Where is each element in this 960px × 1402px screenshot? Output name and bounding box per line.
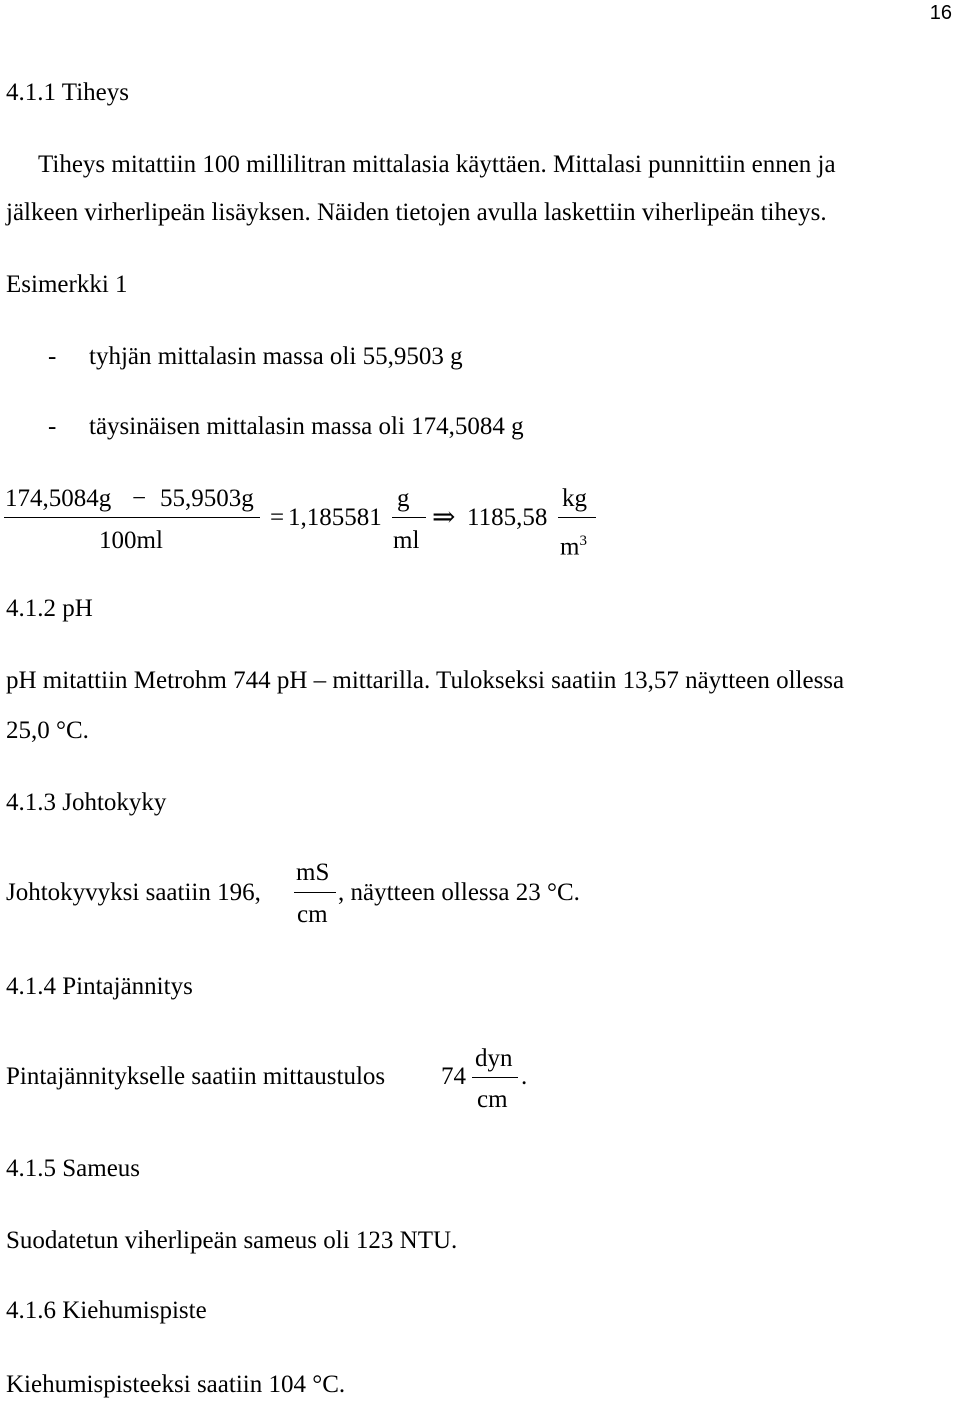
- ph-line-1: pH mitattiin Metrohm 744 pH – mittarilla. Tulokseksi saatiin 13,57 näytteen ollessa: [6, 667, 845, 694]
- denominator-volume: 100ml: [99, 527, 163, 554]
- surface-tension-unit-numerator: dyn: [475, 1045, 513, 1072]
- surface-tension-unit-denominator: cm: [477, 1086, 508, 1113]
- unit-2-exponent: 3: [579, 533, 587, 549]
- heading-sameus: 4.1.5 Sameus: [6, 1155, 141, 1182]
- heading-tiheys: 4.1.1 Tiheys: [6, 79, 129, 106]
- heading-pintajannitys: 4.1.4 Pintajännitys: [6, 973, 193, 1000]
- tiheys-paragraph-line-2: jälkeen virherlipeän lisäyksen. Näiden tietojen avulla laskettiin viherlipeän tiheys.: [6, 199, 827, 226]
- numerator-mass-empty: 55,9503g: [160, 485, 254, 512]
- unit-1-denominator: ml: [393, 527, 420, 554]
- boiling-point-text: Kiehumispisteeksi saatiin 104 °C.: [6, 1371, 346, 1398]
- conductivity-fraction-bar: [294, 892, 336, 893]
- result-value-2: 1185,58: [467, 504, 548, 531]
- conductivity-text-after: , näytteen ollessa 23 °C.: [338, 879, 580, 906]
- heading-ph: 4.1.2 pH: [6, 595, 93, 622]
- page-number: 16: [929, 2, 952, 24]
- conductivity-unit-denominator: cm: [297, 901, 328, 928]
- conductivity-unit-numerator: mS: [296, 859, 330, 886]
- minus-sign: −: [132, 485, 147, 512]
- surface-tension-value: 74: [441, 1063, 466, 1090]
- example-label: Esimerkki 1: [6, 271, 128, 298]
- surface-tension-period: .: [521, 1063, 528, 1090]
- implies-arrow: ⇒: [432, 502, 456, 533]
- heading-johtokyky: 4.1.3 Johtokyky: [6, 789, 167, 816]
- unit-1-numerator: g: [397, 485, 410, 512]
- turbidity-text: Suodatetun viherlipeän sameus oli 123 NTU.: [6, 1227, 458, 1254]
- bullet-dash: -: [48, 413, 57, 440]
- conductivity-text: Johtokyvyksi saatiin 196,: [6, 879, 261, 906]
- fraction-bar: [4, 517, 260, 518]
- unit-2-base: m: [560, 533, 580, 561]
- bullet-item: tyhjän mittalasin massa oli 55,9503 g: [89, 343, 463, 370]
- surface-tension-fraction-bar: [472, 1077, 518, 1078]
- bullet-item: täysinäisen mittalasin massa oli 174,5084 g: [89, 413, 524, 440]
- unit-1-fraction-bar: [392, 517, 426, 518]
- unit-2-fraction-bar: [558, 517, 596, 518]
- tiheys-paragraph-line-1: Tiheys mitattiin 100 millilitran mittalasia käyttäen. Mittalasi punnittiin ennen ja: [38, 151, 836, 178]
- bullet-dash: -: [48, 343, 57, 370]
- surface-tension-text: Pintajännitykselle saatiin mittaustulos: [6, 1063, 386, 1090]
- ph-line-2: 25,0 °C.: [6, 717, 89, 744]
- unit-2-denominator: [560, 526, 587, 562]
- heading-kiehumispiste: 4.1.6 Kiehumispiste: [6, 1297, 207, 1324]
- equals-sign: =: [270, 504, 285, 531]
- result-value-1: 1,185581: [288, 504, 382, 531]
- unit-2-numerator: kg: [562, 485, 587, 512]
- numerator-mass-full: 174,5084g: [5, 485, 112, 512]
